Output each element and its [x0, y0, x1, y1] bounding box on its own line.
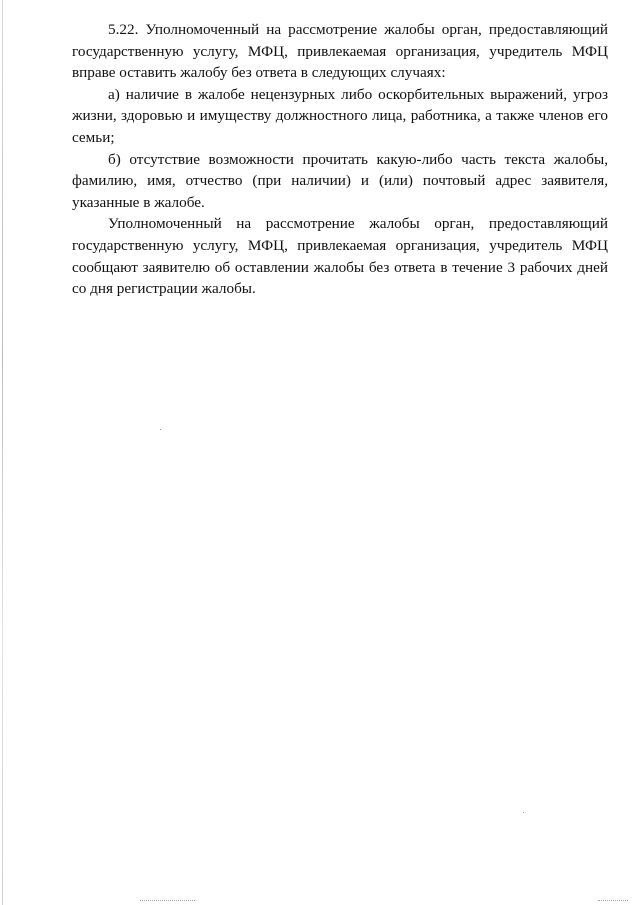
scan-artifact-dots	[140, 900, 195, 901]
paragraph-item-a: а) наличие в жалобе нецензурных либо оскорбительных выражений, угроз жизни, здоровью и имуществу должностного лица, работника, а также членов его семьи;	[72, 85, 608, 146]
scan-edge-line	[2, 0, 3, 905]
document-body	[72, 19, 608, 300]
scan-speck	[523, 812, 524, 813]
scan-artifact-dots	[598, 900, 628, 901]
scan-speck	[160, 429, 161, 430]
paragraph-notification: Уполномоченный на рассмотрение жалобы орган, предоставляющий государственную услугу, МФЦ, привлекаемая организация, учредитель МФЦ сообщают заявителю об оставлении жалобы без ответа в течение 3 рабочих дней со дня регистрации жалобы.	[72, 215, 608, 298]
paragraph-5-22: 5.22. Уполномоченный на рассмотрение жалобы орган, предоставляющий государственную услугу, МФЦ, привлекаемая организация, учредитель МФЦ вправе оставить жалобу без ответа в следующих случаях:	[72, 21, 608, 82]
paragraph-item-b: б) отсутствие возможности прочитать какую-либо часть текста жалобы, фамилию, имя, отчество (при наличии) и (или) почтовый адрес заявителя, указанные в жалобе.	[72, 150, 608, 211]
